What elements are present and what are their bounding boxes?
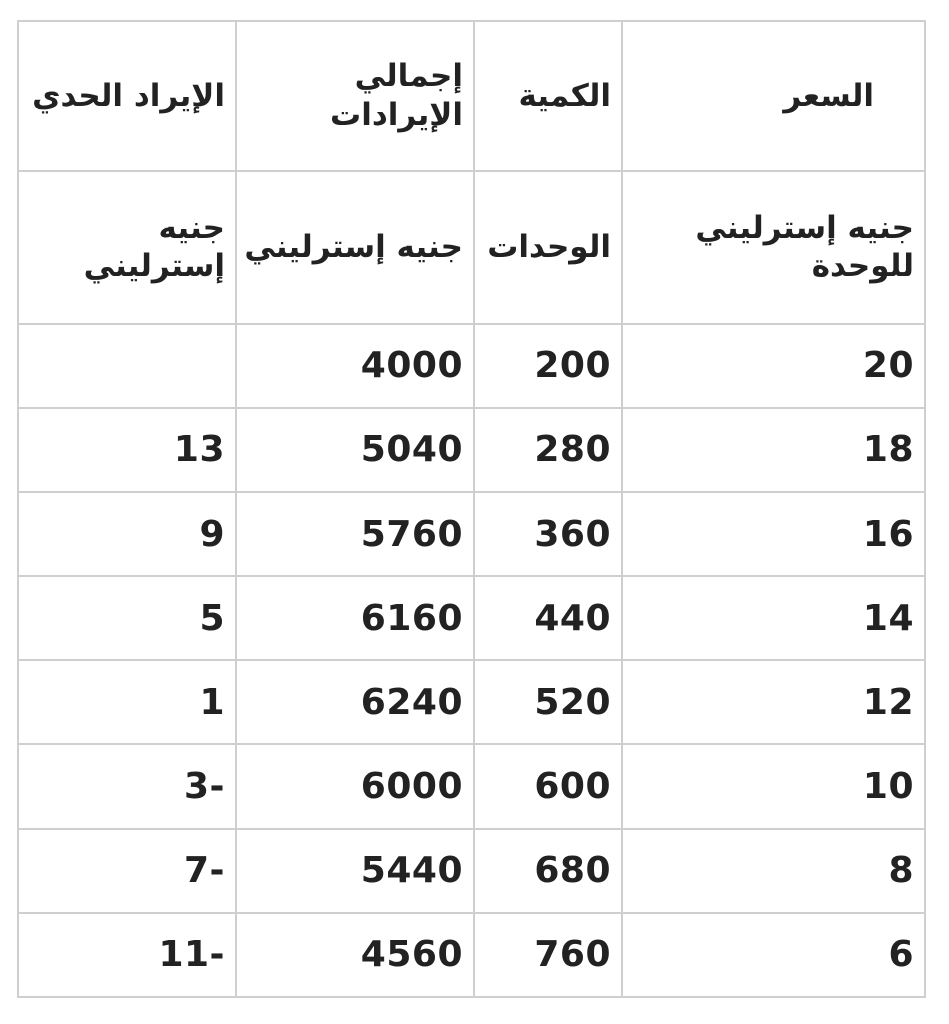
cell-quantity <box>474 576 622 660</box>
cell-price <box>622 408 925 492</box>
table-row <box>18 660 925 744</box>
cell-price <box>622 660 925 744</box>
table-row <box>18 492 925 576</box>
cell-marginal-revenue <box>18 744 236 828</box>
quantity-value: 280 <box>534 429 611 471</box>
cell-marginal-revenue <box>18 913 236 997</box>
price-value: 6 <box>888 934 914 976</box>
table-row <box>18 324 925 408</box>
price-value: 16 <box>862 513 914 555</box>
cell-quantity <box>474 408 622 492</box>
table-row <box>18 576 925 660</box>
price-value: 10 <box>862 766 914 808</box>
total-revenue-value: 6240 <box>360 681 463 723</box>
cell-total-revenue <box>236 744 474 828</box>
header-row <box>18 21 925 171</box>
total-revenue-value: 4000 <box>360 345 463 387</box>
unit-total-revenue <box>236 171 474 323</box>
unit-price <box>622 171 925 323</box>
cell-total-revenue <box>236 408 474 492</box>
marginal-revenue-value: 9 <box>199 513 225 555</box>
unit-quantity <box>474 171 622 323</box>
cell-quantity <box>474 660 622 744</box>
price-value: 14 <box>862 597 914 639</box>
cell-price <box>622 492 925 576</box>
table-row <box>18 744 925 828</box>
cell-marginal-revenue <box>18 324 236 408</box>
cell-price <box>622 913 925 997</box>
price-value: 20 <box>862 345 914 387</box>
quantity-value: 680 <box>534 850 611 892</box>
total-revenue-value: 5760 <box>360 513 463 555</box>
cell-marginal-revenue <box>18 408 236 492</box>
quantity-value: 200 <box>534 345 611 387</box>
table-row <box>18 913 925 997</box>
unit-marginal-revenue-label: جنيه إسترليني <box>83 209 225 285</box>
unit-price-label: جنيه إسترليني للوحدة <box>695 209 914 285</box>
quantity-value: 760 <box>534 934 611 976</box>
cell-total-revenue <box>236 913 474 997</box>
cell-quantity <box>474 744 622 828</box>
header-price <box>622 21 925 171</box>
marginal-revenue-value: 13 <box>173 429 225 471</box>
header-total-revenue-label: إجمالي الإيرادات <box>330 58 463 134</box>
cell-price <box>622 576 925 660</box>
header-price-label: السعر <box>783 77 874 114</box>
total-revenue-value: 6160 <box>360 597 463 639</box>
total-revenue-value: 6000 <box>360 766 463 808</box>
header-marginal-revenue <box>18 21 236 171</box>
cell-total-revenue <box>236 576 474 660</box>
revenue-table <box>17 20 926 998</box>
cell-price <box>622 324 925 408</box>
table-row <box>18 829 925 913</box>
table-row <box>18 408 925 492</box>
marginal-revenue-value: 11- <box>158 934 225 976</box>
price-value: 8 <box>888 850 914 892</box>
cell-quantity <box>474 492 622 576</box>
quantity-value: 360 <box>534 513 611 555</box>
cell-total-revenue <box>236 492 474 576</box>
unit-row <box>18 171 925 323</box>
header-marginal-revenue-label: الإيراد الحدي <box>32 77 225 114</box>
quantity-value: 440 <box>534 597 611 639</box>
marginal-revenue-value: 5 <box>199 597 225 639</box>
marginal-revenue-value: 7- <box>184 850 225 892</box>
cell-quantity <box>474 913 622 997</box>
revenue-table-container <box>17 20 924 998</box>
marginal-revenue-value: 3- <box>184 766 225 808</box>
cell-price <box>622 829 925 913</box>
cell-total-revenue <box>236 829 474 913</box>
unit-quantity-label: الوحدات <box>487 229 611 266</box>
cell-quantity <box>474 829 622 913</box>
cell-marginal-revenue <box>18 829 236 913</box>
price-value: 18 <box>862 429 914 471</box>
total-revenue-value: 5040 <box>360 429 463 471</box>
cell-marginal-revenue <box>18 576 236 660</box>
cell-marginal-revenue <box>18 492 236 576</box>
header-quantity-label: الكمية <box>518 77 611 114</box>
total-revenue-value: 4560 <box>360 934 463 976</box>
total-revenue-value: 5440 <box>360 850 463 892</box>
cell-quantity <box>474 324 622 408</box>
unit-total-revenue-label: جنيه إسترليني <box>244 229 463 266</box>
cell-marginal-revenue <box>18 660 236 744</box>
cell-total-revenue <box>236 324 474 408</box>
unit-marginal-revenue <box>18 171 236 323</box>
marginal-revenue-value: 1 <box>199 681 225 723</box>
header-total-revenue <box>236 21 474 171</box>
quantity-value: 600 <box>534 766 611 808</box>
cell-total-revenue <box>236 660 474 744</box>
price-value: 12 <box>862 681 914 723</box>
quantity-value: 520 <box>534 681 611 723</box>
cell-price <box>622 744 925 828</box>
header-quantity <box>474 21 622 171</box>
